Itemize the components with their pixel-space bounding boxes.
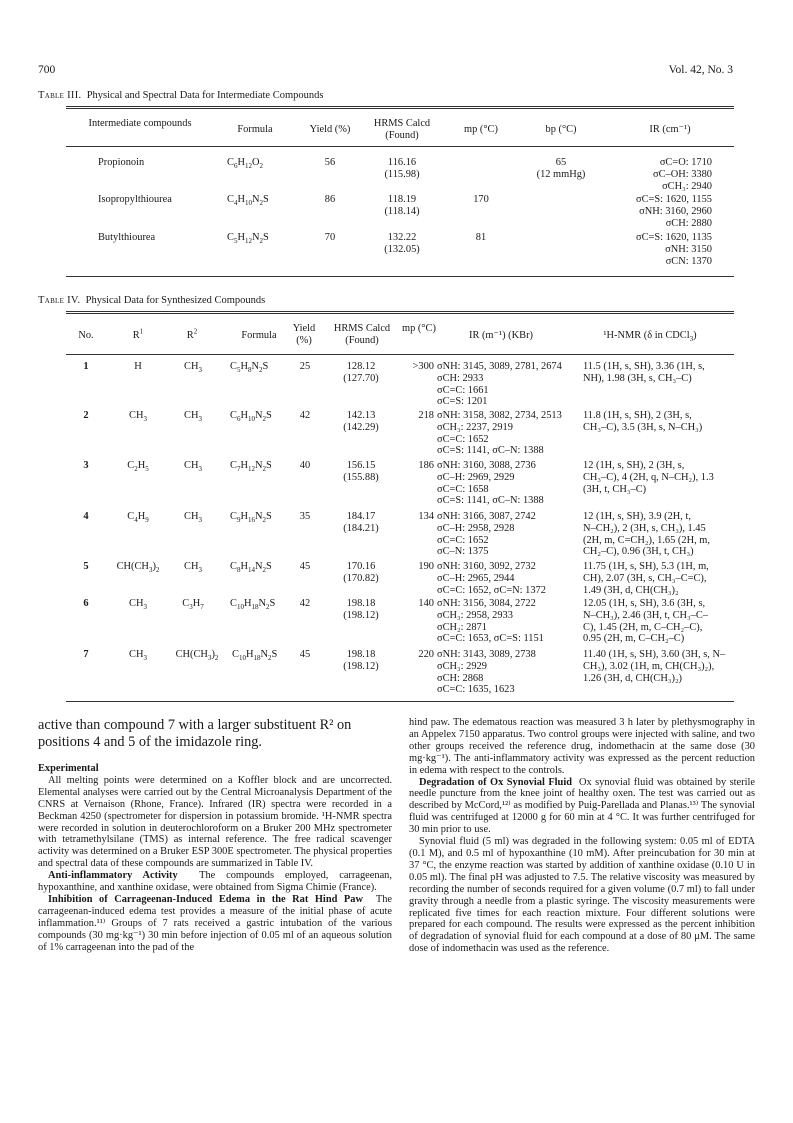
t3-row3-yield: 70	[324, 232, 336, 243]
t3-row2-mp: 170	[473, 194, 489, 205]
t4-row3-hrms: 156.15 (155.88)	[343, 460, 379, 483]
t4-row4-nmr: 12 (1H, s, SH), 3.9 (2H, t, N–CH₂), 2 (3H, s, CH₃), 1.45 (2H, m, C=CH₂), 1.65 (2H, m, CH₂–C), 0.96 (3H, t, CH₃)	[583, 511, 710, 558]
paragraph-edema-cont: hind paw. The edematous reaction was measured 3 h later by plethysmography in an Appelex 7150 apparatus. Two control groups were injected with saline, and two other groups received the reference drug, indomethacin at the same dose (30 mg·kg⁻¹). The anti-inflammatory activity was expressed as the percent reduction in edema with respect to the controls.	[409, 717, 755, 776]
t4-row1-r2: $CH_3$	[184, 361, 202, 375]
t4-row1-hrms: 128.12 (127.70)	[343, 361, 379, 384]
paragraph-anti-inflammatory: Anti-inflammatory Activity The compounds employed, carrageenan, hypoxanthine, and xanthine oxidase, were obtained from Sigma Chimie (France).	[38, 870, 392, 894]
t4-header-r2: $R^2$	[186, 327, 198, 341]
table4-label: Table IV.	[38, 295, 81, 306]
t4-header-r1: $R^1$	[132, 327, 144, 341]
t4-row1-ir: σNH: 3145, 3089, 2781, 2674 σCH: 2933 σC=C: 1661 σC=S: 1201	[437, 361, 562, 408]
paragraph-degradation: Synovial fluid (5 ml) was degraded in the following system: 0.05 ml of EDTA (0.1 M), and 0.5 ml of hypoxanthine (10 mM). After preincubation for 30 min at 37 °C, the enzyme reaction was started by addition of xanthine oxidase (0.10 U in 0.05 ml). The final pH was adjusted to 7.5. The relative viscosity was measured by recording the number of seconds required for a given volume (0.7 ml) to fall under gravity through a needle from a plastic syringe. The viscosity measurements were replicated five times for each reaction mixture. Four different solutions were prepared for each compound. The results were expressed as the percent inhibition of degradation of synovial fluid for each compound at a dose of 80 μM. The same dose of indomethacin was used as the reference.	[409, 836, 755, 955]
t4-row5-r2: $CH_3$	[184, 561, 202, 575]
table3-label: Table III.	[38, 90, 82, 101]
paragraph-edema: Inhibition of Carrageenan-Induced Edema in the Rat Hind Paw The carrageenan-induced edema test provides a measure of the initial phase of acute inflammation.¹¹⁾ Groups of 7 rats received a gastric intubation of the various compounds (30 mg·kg⁻¹) 30 min before injection of 0.05 ml of an aqueous solution of 1% carrageenan into the pad of the	[38, 893, 392, 953]
t4-row2-r2: $CH_3$	[184, 410, 202, 424]
t3-row2-yield: 86	[324, 194, 336, 205]
t4-row7-r2: $CH(CH_3)_2$	[175, 649, 219, 663]
t3-row2-name: Isopropylthiourea	[98, 194, 172, 205]
page-number: 700	[38, 64, 56, 76]
t4-row1-mp: >300	[412, 361, 434, 372]
t4-row7-r1: $CH_3$	[129, 649, 147, 663]
t3-row2-formula: $C_4H_{10}N_2S$	[227, 194, 269, 208]
t4-row3-r1: $C_2H_5$	[127, 460, 149, 474]
t4-row2-formula: $C_6H_{10}N_2S$	[230, 410, 272, 424]
t4-row5-hrms: 170.16 (170.82)	[343, 561, 379, 584]
t4-row1-r1: H	[134, 361, 142, 372]
t4-row4-formula: $C_9H_{16}N_2S$	[230, 511, 272, 525]
t3-header-formula: Formula	[237, 124, 273, 135]
t4-row1-formula: $C_5H_8N_2S$	[230, 361, 269, 375]
t4-header-mp: mp (°C)	[402, 323, 436, 334]
t4-row7-no: 7	[83, 649, 89, 660]
t4-row2-ir: σNH: 3158, 3082, 2734, 2513 σCH₃: 2237, 2919 σC=C: 1652 σC=S: 1141, σC–N: 1388	[437, 410, 562, 457]
t4-header-nmr: ¹H-NMR (δ in CDCl$_3$)	[603, 330, 697, 344]
table4-caption	[38, 295, 265, 306]
t4-header-yield: Yield (%)	[292, 323, 316, 346]
t3-row3-mp: 81	[475, 232, 487, 243]
t3-row1-hrms: 116.16 (115.98)	[384, 157, 420, 180]
t3-row1-ir: σC=O: 1710 σC–OH: 3380 σCH₃: 2940	[652, 157, 712, 192]
t4-row6-hrms: 198.18 (198.12)	[343, 598, 379, 621]
t4-row6-mp: 140	[418, 598, 434, 609]
t4-row7-formula: $C_{10}H_{18}N_2S$	[232, 649, 278, 663]
t3-row3-name: Butylthiourea	[98, 232, 156, 243]
t3-row3-formula: $C_5H_{12}N_2S$	[227, 232, 269, 246]
t3-row1-yield: 56	[324, 157, 336, 168]
t4-row4-hrms: 184.17 (184.21)	[343, 511, 379, 534]
t3-row1-name: Propionoin	[98, 157, 145, 168]
table3-bottom-rule	[66, 276, 734, 277]
t4-row2-r1: $CH_3$	[129, 410, 147, 424]
t3-header-yield: Yield (%)	[309, 124, 351, 135]
t4-row7-nmr: 11.40 (1H, s, SH), 3.60 (3H, s, N– CH₃), 3.02 (1H, m, CH(CH₃)₂), 1.26 (3H, d, CH(CH₃)₂)	[583, 649, 726, 684]
t4-row4-yield: 35	[299, 511, 311, 522]
t4-row6-yield: 42	[299, 598, 311, 609]
t4-row2-nmr: 11.8 (1H, s, SH), 2 (3H, s, CH₃–C), 3.5 (3H, s, N–CH₃)	[583, 410, 703, 433]
t3-row3-hrms: 132.22 (132.05)	[384, 232, 420, 255]
t4-row6-r1: $CH_3$	[129, 598, 147, 612]
t4-header-ir: IR (m⁻¹) (KBr)	[468, 330, 533, 341]
t3-row2-hrms: 118.19 (118.14)	[384, 194, 420, 217]
t4-row6-formula: $C_{10}H_{18}N_2S$	[230, 598, 276, 612]
t4-row5-r1: $CH(CH_3)_2$	[116, 561, 160, 575]
t4-row1-yield: 25	[299, 361, 311, 372]
t3-header-bp: bp (°C)	[545, 124, 577, 135]
t3-row1-formula: $C_6H_{12}O_2$	[227, 157, 263, 171]
left-column	[38, 717, 392, 954]
table3-caption	[38, 90, 323, 101]
table3-top-rule	[66, 106, 734, 109]
table4-bottom-rule	[66, 701, 734, 702]
t4-row5-yield: 45	[299, 561, 311, 572]
lead-paragraph: active than compound 7 with a larger substituent R² on positions 4 and 5 of the imidazole ring.	[38, 717, 352, 750]
table4-title: Physical Data for Synthesized Compounds	[85, 295, 266, 306]
t4-row4-ir: σNH: 3166, 3087, 2742 σC–H: 2958, 2928 σC=C: 1652 σC–N: 1375	[437, 511, 536, 558]
t4-row2-hrms: 142.13 (142.29)	[343, 410, 379, 433]
t4-row4-mp: 134	[418, 511, 434, 522]
table3-header-rule	[66, 146, 734, 147]
t4-row3-yield: 40	[299, 460, 311, 471]
t4-row4-r2: $CH_3$	[184, 511, 202, 525]
t3-header-ir: IR (cm⁻¹)	[649, 124, 691, 135]
t4-row3-nmr: 12 (1H, s, SH), 2 (3H, s, CH₃–C), 4 (2H, q, N–CH₂), 1.3 (3H, t, CH₃–C)	[583, 460, 714, 495]
t3-row2-ir: σC=S: 1620, 1155 σNH: 3160, 2960 σCH: 2880	[635, 194, 712, 229]
t4-row6-r2: $C_3H_7$	[182, 598, 204, 612]
t4-row3-ir: σNH: 3160, 3088, 2736 σC–H: 2969, 2929 σC=C: 1658 σC=S: 1141, σC–N: 1388	[437, 460, 544, 507]
t4-row2-yield: 42	[299, 410, 311, 421]
t4-row6-no: 6	[83, 598, 89, 609]
t4-header-no: No.	[78, 330, 94, 341]
t4-row7-mp: 220	[418, 649, 434, 660]
t3-header-intermediate: Intermediate compounds	[88, 118, 192, 129]
t4-header-formula: Formula	[241, 330, 277, 341]
t4-row2-mp: 218	[418, 410, 434, 421]
t4-row1-nmr: 11.5 (1H, s, SH), 3.36 (1H, s, NH), 1.98 (3H, s, CH₃–C)	[583, 361, 705, 384]
experimental-heading: Experimental	[38, 763, 99, 774]
journal-volume: Vol. 42, No. 3	[668, 64, 733, 76]
table3-title: Physical and Spectral Data for Intermediate Compounds	[86, 90, 324, 101]
t4-row7-hrms: 198.18 (198.12)	[343, 649, 379, 672]
t3-row1-bp: 65 (12 mmHg)	[536, 157, 586, 180]
t4-row7-ir: σNH: 3143, 3089, 2738 σCH₃: 2929 σCH: 2868 σC=C: 1635, 1623	[437, 649, 536, 696]
t4-row5-no: 5	[83, 561, 89, 572]
t4-row4-r1: $C_4H_9$	[127, 511, 149, 525]
right-column	[409, 717, 755, 955]
t4-row3-formula: $C_7H_{12}N_2S$	[230, 460, 272, 474]
t4-row1-no: 1	[83, 361, 89, 372]
t4-row3-r2: $CH_3$	[184, 460, 202, 474]
table4-top-rule	[66, 311, 734, 314]
t4-row5-mp: 190	[418, 561, 434, 572]
t4-row3-mp: 186	[418, 460, 434, 471]
t4-row3-no: 3	[83, 460, 89, 471]
t4-header-hrms: HRMS Calcd (Found)	[333, 323, 391, 346]
t3-header-hrms: HRMS Calcd (Found)	[373, 118, 431, 141]
t4-row5-nmr: 11.75 (1H, s, SH), 5.3 (1H, m, CH), 2.07 (3H, s, CH₃–C=C), 1.49 (3H, d, CH(CH₃)₂	[583, 561, 709, 596]
t4-row6-ir: σNH: 3156, 3084, 2722 σCH₃: 2958, 2933 σCH₂: 2871 σC=C: 1653, σC=S: 1151	[437, 598, 544, 645]
table4-header-rule	[66, 354, 734, 355]
t3-header-mp: mp (°C)	[464, 124, 498, 135]
t4-row7-yield: 45	[299, 649, 311, 660]
t4-row2-no: 2	[83, 410, 89, 421]
t4-row5-formula: $C_8H_{14}N_2S$	[230, 561, 272, 575]
paragraph-methods: All melting points were determined on a Koffler block and are uncorrected. Elemental analyses were carried out by the Central Microanalysis Department of the CNRS at Vernaison (Rhone, France). Infrared (IR) spectra were recorded in a Beckman 4250 (spectrometer for dispersion in potassium bromide. ¹H-NMR spectra were recorded in solution in deuterochloroform on a Bruker 200 MHz spectrometer with tetramethylsilane (TMS) as internal reference. The free radical scavenger activity was determined on a Bruker ESP 300E spectrometer. The physical properties and spectral data of these compounds are summarized in Table IV.	[38, 774, 392, 870]
t4-row4-no: 4	[83, 511, 89, 522]
paragraph-synovial: Degradation of Ox Synovial Fluid Ox synovial fluid was obtained by sterile needle puncture from the knee joint of healthy oxen. The test was carried out as described by McCord,¹²⁾ as modified by Puig-Parellada and Planas.¹³⁾ The synovial fluid was centrifuged at 12000 g for 60 min at 4 °C. It was further centrifuged for 30 min prior to use.	[409, 776, 756, 836]
t3-row3-ir: σC=S: 1620, 1135 σNH: 3150 σCN: 1370	[635, 232, 712, 267]
t4-row5-ir: σNH: 3160, 3092, 2732 σC–H: 2965, 2944 σC=C: 1652, σC=N: 1372	[437, 561, 546, 596]
t4-row6-nmr: 12.05 (1H, s, SH), 3.6 (3H, s, N–CH₃), 2.46 (3H, t, CH₃–C– C), 1.45 (2H, m, C–CH₂–C), 0.95 (2H, m, C–CH₂–C)	[583, 598, 709, 645]
